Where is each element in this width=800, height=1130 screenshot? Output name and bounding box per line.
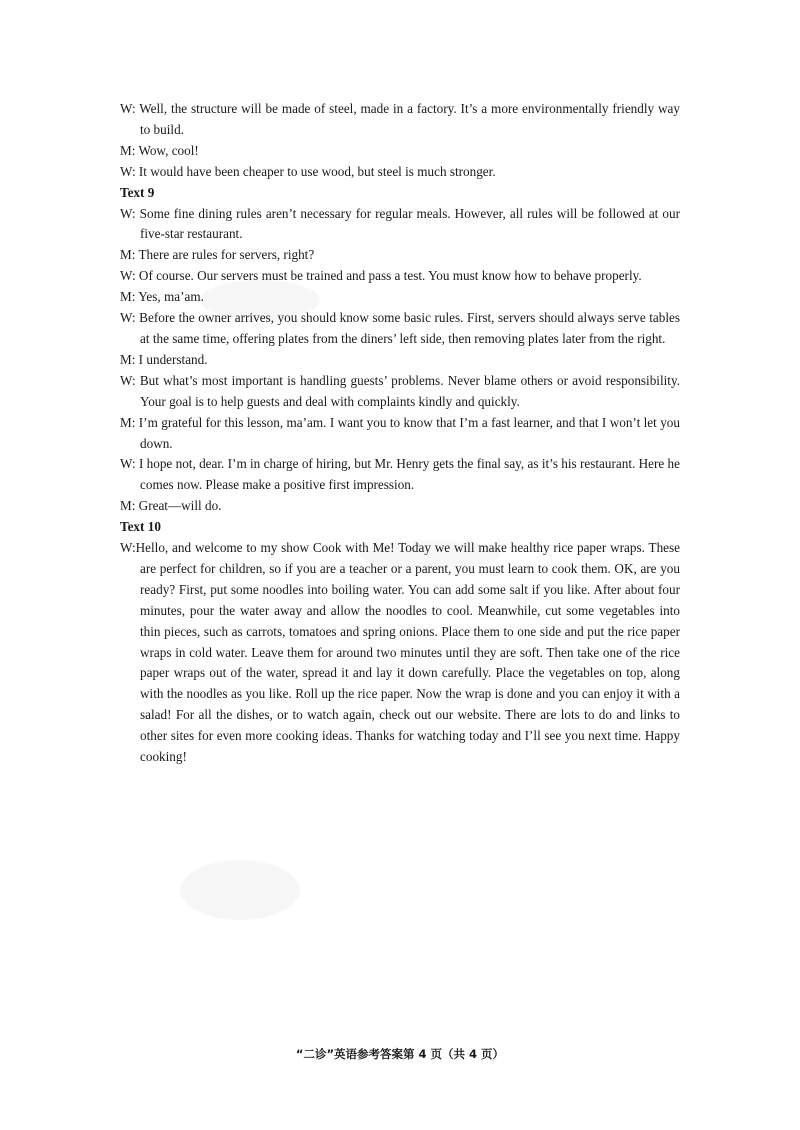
transcript-line: M: I understand. xyxy=(120,351,208,367)
transcript-line: M: Great—will do. xyxy=(120,498,222,514)
transcript-line: W: I hope not, dear. I’m in charge of hiring, but Mr. Henry gets the final say, as it’s his restaurant. Here he comes now. Please make a positive first impression. xyxy=(120,456,680,493)
transcript-line: M: Yes, ma’am. xyxy=(120,289,204,305)
transcript-line: W: Some fine dining rules aren’t necessary for regular meals. However, all rules will be followed at our five-star restaurant. xyxy=(120,205,680,242)
section-heading: Text 9 xyxy=(120,184,155,200)
transcript-line: M: Wow, cool! xyxy=(120,142,199,158)
transcript-line: W: Before the owner arrives, you should know some basic rules. First, servers should always serve tables at the same time, offering plates from the diners’ left side, then removing plates later from the right. xyxy=(120,310,680,346)
transcript-line: M: I’m grateful for this lesson, ma’am. I want you to know that I’m a fast learner, and that I won’t let you down. xyxy=(120,414,680,451)
transcript-body xyxy=(120,99,680,768)
transcript-line: W: Well, the structure will be made of steel, made in a factory. It’s a more environmentally friendly way to build. xyxy=(120,101,680,137)
transcript-line: W:Hello, and welcome to my show Cook with Me! Today we will make healthy rice paper wraps. These are perfect for children, so if you are a teacher or a parent, you must learn to cook them. OK, are you ready? First, put some noodles into boiling water. You can add some salt if you like. After about four minutes, pour the water away and allow the noodles to cool. Meanwhile, cut some vegetables into thin pieces, such as carrots, tomatoes and spring onions. Place them to one side and put the rice paper wraps in cold water. Leave them for around two minutes until they are soft. Then take one of the rice paper wraps out of the water, spread it and lay it down carefully. Place the vegetables on top, along with the noodles as you like. Roll up the rice paper. Now the wrap is done and you can enjoy it with a salad! For all the dishes, or to watch again, check out our website. There are lots to do and links to other sites for even more cooking ideas. Thanks for watching today and I’ll see you next time. Happy cooking! xyxy=(120,540,680,765)
transcript-line: W: It would have been cheaper to use wood, but steel is much stronger. xyxy=(120,163,496,179)
scan-smudge xyxy=(180,860,300,920)
section-heading: Text 10 xyxy=(120,519,161,535)
transcript-line: W: Of course. Our servers must be trained and pass a test. You must know how to behave properly. xyxy=(120,268,642,284)
page-footer: “二诊”英语参考答案第 4 页（共 4 页） xyxy=(295,1047,505,1061)
transcript-line: W: But what’s most important is handling guests’ problems. Never blame others or avoid responsibility. Your goal is to help guests and deal with complaints kindly and quickly. xyxy=(120,372,680,409)
transcript-line: M: There are rules for servers, right? xyxy=(120,247,315,263)
